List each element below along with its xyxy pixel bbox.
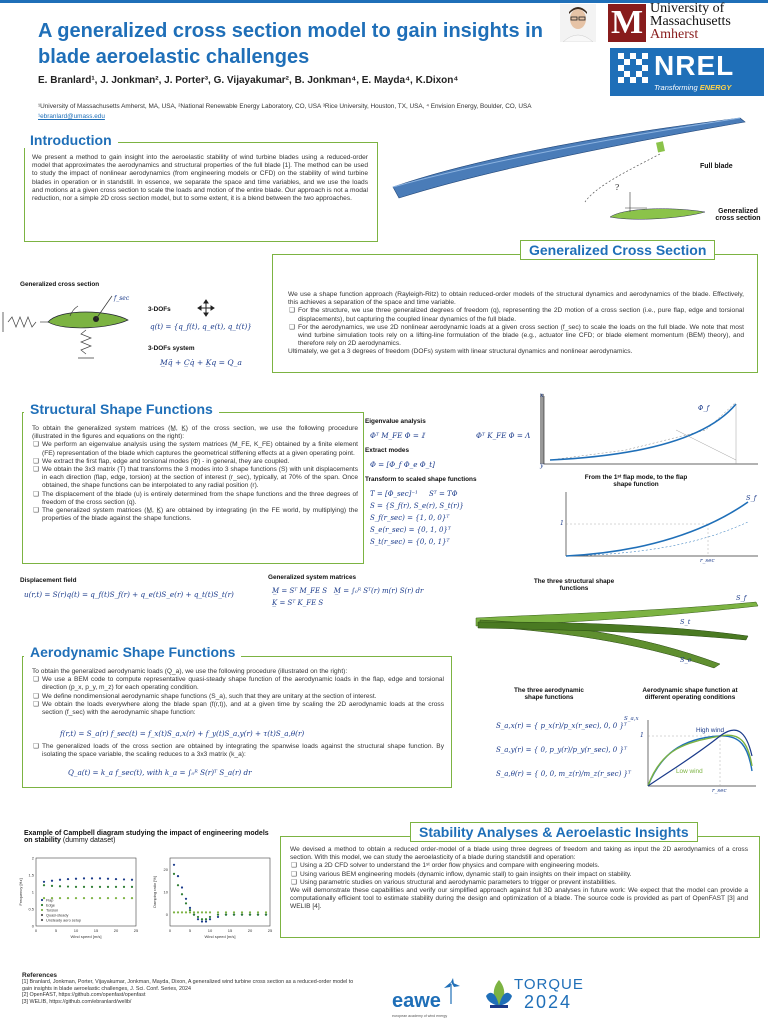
- campbell-point-edge: [181, 893, 183, 895]
- disp-eq: u(r,t) = S(r)q(t) = q_f(t)S_f(r) + q_e(t)S_e(r) + q_t(t)S_t(r): [24, 590, 234, 599]
- shape-e-label: S_e: [680, 656, 692, 664]
- dofs-label: 3-DOFs: [148, 306, 171, 313]
- dofs-system-label: 3-DOFs system: [148, 345, 195, 352]
- ssf-intro: To obtain the generalized system matrices (M̲, K̲) of the cross section, we use the following procedure (illustrated in the figures and equations on the right):: [32, 425, 358, 441]
- references: [22, 972, 362, 1005]
- high-wind-label: High wind: [696, 727, 725, 734]
- campbell-point-torsion: [241, 911, 243, 913]
- campbell-xtick-0: 20: [113, 928, 119, 933]
- stab-p1: We devised a method to obtain a reduced order-model of a blade using three degrees of freedom and taking as input the 2D aerodynamics of a cross section. With this model, we can study the aeroelasticity of a blade during standstill and operation:: [290, 846, 748, 862]
- campbell-xlabel-0: Wind speed [m/s]: [70, 934, 102, 939]
- asf-sax-axis: S_a,x: [624, 716, 639, 722]
- campbell-point-torsion: [75, 897, 77, 899]
- fsec-label: f_sec: [114, 295, 130, 302]
- nrel-name: NREL: [654, 50, 735, 81]
- extract-label: Extract modes: [365, 447, 410, 454]
- fig2-rsec-label: r_sec: [700, 558, 715, 564]
- campbell-point-flap: [201, 920, 203, 922]
- campbell-legend-marker: [41, 899, 43, 901]
- campbell-xtick-0: 25: [133, 928, 139, 933]
- campbell-point-edge: [43, 884, 45, 886]
- campbell-point-edge: [99, 886, 101, 888]
- campbell-point-torsion: [185, 911, 187, 913]
- campbell-point-torsion: [181, 911, 183, 913]
- campbell-point-torsion: [107, 897, 109, 899]
- ref-heading: References: [22, 972, 58, 979]
- campbell-point-flap: [91, 877, 93, 879]
- ref-3[interactable]: [3] WELIB, https://github.com/ebranlard/welib/: [22, 998, 132, 1005]
- campbell-point-edge: [189, 909, 191, 911]
- campbell-point-edge: [173, 873, 175, 875]
- campbell-point-flap: [209, 918, 211, 920]
- t-eq-2: Sᵀ = TΦ: [428, 490, 458, 498]
- gcs-p1: We use a shape function approach (Rayleigh-Ritz) to obtain reduced-order models of the structural dynamics and aerodynamics of the blade. Effectively, this achieves a separation of the space and time variable.: [288, 291, 744, 307]
- campbell-legend-label: Flap: [46, 898, 54, 903]
- gcs-bullet-structure: ❑ For the structure, we use three generalized degrees of freedom (q), representing the 2D motion of a cross section (i.e., pure flap, edge and torsional displacements), but capturing the coupled linear dynamics of the full blade.: [298, 307, 744, 323]
- campbell-xtick-1: 20: [247, 928, 253, 933]
- affiliations: ¹University of Massachusetts Amherst, MA, USA, ²National Renewable Energy Laboratory, CO, USA ³Rice University, Houston, TX, USA, ⁴ Envision Energy, Boulder, CO, USA: [38, 103, 532, 110]
- ssf-text: [32, 425, 358, 523]
- campbell-ylabel-1: Damping ratio [%]: [152, 876, 157, 908]
- campbell-point-flap: [99, 877, 101, 879]
- transform-label: Transform to scaled shape functions: [365, 476, 477, 483]
- stab-heading: Stability Analyses & Aeroelastic Insights: [410, 822, 698, 842]
- asf-bullet-integrate: ❑ The generalized loads of the cross section are obtained by integrating the spanwise loads against the structural shape function. By isolating the space variable, the scaling reduces to a 3x3 matrix (k_a):: [42, 743, 444, 759]
- campbell-ytick-0: 2: [31, 855, 34, 861]
- campbell-legend-marker: [41, 909, 43, 911]
- poster-title: A generalized cross section model to gain insights in blade aeroelastic challenges: [38, 20, 543, 68]
- asf-say: S_a,y(r) = { 0, p_y(r)/p_y(r_sec), 0 }ᵀ: [496, 746, 627, 754]
- campbell-xtick-0: 5: [54, 928, 58, 933]
- t-eq-4: S_f(r_sec) = {1, 0, 0}ᵀ: [370, 514, 450, 522]
- eig-eq-1: Φᵀ M_FE Φ = 𝕀: [370, 431, 425, 440]
- campbell-ytick-0: 1: [31, 889, 34, 895]
- umass-line1: University of: [650, 1, 725, 16]
- campbell-charts: [14, 854, 282, 946]
- torque-logo: [484, 970, 594, 1022]
- campbell-point-torsion: [177, 911, 179, 913]
- campbell-point-edge: [257, 914, 259, 916]
- campbell-xlabel-1: Wind speed [m/s]: [204, 934, 236, 939]
- campbell-point-torsion: [193, 911, 195, 913]
- svg-text:?: ?: [615, 183, 620, 192]
- campbell-point-edge: [115, 886, 117, 888]
- campbell-ytick-0: 1.5: [28, 872, 34, 878]
- campbell-point-torsion: [205, 911, 207, 913]
- intro-text: We present a method to gain insight into the aeroelastic stability of wind turbine blades using a reduced-order model that approximates the aerodynamics and structural properties of the full blade [1]. The method can be used to study the impact of nonlinear aerodynamics (from engineering models or CFD) on the stability of wind turbine blades in operation or in standstill. In essence, we separate the space and time variables, and we use the loads and motions at a given cross section to scale the loads and motion of the entire blade. Our approach is not a modal reduction, nor a simple 2D cross section model, but to some extent, it is a blend between the two approaches.: [32, 154, 368, 203]
- campbell-point-flap: [185, 898, 187, 900]
- three-shape-functions-figure: [470, 594, 766, 674]
- campbell-point-flap: [107, 878, 109, 880]
- extract-eq: Φ = [Φ_f Φ_e Φ_t]: [370, 460, 435, 469]
- stab-bullet-param: ❑ Using parametric studies on various structural and aerodynamic parameters to trigger or prevent instabilities.: [300, 879, 748, 887]
- campbell-point-edge: [209, 916, 211, 918]
- campbell-xtick-1: 0: [168, 928, 172, 933]
- campbell-point-flap: [173, 864, 175, 866]
- campbell-title: Example of Campbell diagram studying the impact of engineering models on stability (dummy dataset): [24, 830, 269, 844]
- campbell-legend-label: Unsteady aero setup: [46, 918, 82, 923]
- campbell-point-torsion: [197, 911, 199, 913]
- full-blade-label: Full blade: [700, 163, 733, 170]
- fig1-x-axis: x: [540, 392, 544, 399]
- eawe-logo: [392, 978, 472, 1022]
- campbell-point-torsion: [265, 911, 267, 913]
- gsm-eq-3: M̲ = ∫₀ᴿ Sᵀ(r) m(r) S(r) dr: [333, 587, 424, 595]
- campbell-point-edge: [59, 885, 61, 887]
- campbell-legend-marker: [41, 919, 43, 921]
- nrel-logo: [610, 48, 764, 96]
- q-vector-equation: q(t) = {q_f(t), q_e(t), q_t(t)}: [150, 322, 252, 331]
- asf-f-eq: f(r,t) = S_a(r) f_sec(t) = f_x(t)S_a,x(r) + f_y(t)S_a,y(r) + τ(t)S_a,θ(r): [60, 729, 305, 738]
- campbell-ytick-0: 0.5: [28, 906, 34, 912]
- campbell-point-edge: [249, 914, 251, 916]
- campbell-ylabel-0: Frequency [Hz]: [18, 878, 23, 906]
- campbell-point-edge: [197, 916, 199, 918]
- campbell-point-torsion: [257, 911, 259, 913]
- email-link[interactable]: ¹ebranlard@umass.edu: [38, 113, 105, 120]
- campbell-xtick-0: 10: [73, 928, 79, 933]
- ssf-bullet-modes: ❑ We extract the first flap, edge and torsional modes (Φ) - in general, they are coupled.: [42, 458, 358, 466]
- asf-intro: To obtain the generalized aerodynamic loads (Q_a), we use the following procedure (illustrated on the right):: [32, 668, 348, 675]
- stab-bullet-bem: ❑ Using various BEM engineering models (dynamic inflow, dynamic stall) to gain insights on their impact on stability.: [300, 871, 748, 879]
- low-wind-label: Low wind: [676, 768, 703, 775]
- campbell-point-edge: [83, 886, 85, 888]
- asf-rsec-label: r_sec: [712, 788, 727, 794]
- campbell-xtick-1: 5: [188, 928, 192, 933]
- gcs-text: [288, 291, 744, 357]
- fig1-y-axis: y: [540, 462, 544, 469]
- ssf-heading: Structural Shape Functions: [24, 401, 219, 417]
- gsm-eqs: [272, 585, 423, 609]
- campbell-point-torsion: [225, 911, 227, 913]
- eig-label: Eigenvalue analysis: [365, 418, 426, 425]
- campbell-ytick-1: 0: [165, 912, 168, 918]
- campbell-point-edge: [241, 914, 243, 916]
- asf-bullet-nondim: ❑ We define nondimensional aerodynamic shape functions (S_a), such that they are unitary at the section of interest.: [42, 693, 444, 701]
- intro-heading: Introduction: [24, 132, 118, 148]
- campbell-point-torsion: [189, 911, 191, 913]
- stab-bullet-cfd: ❑ Using a 2D CFD solver to understand the 1ˢᵗ order flow physics and compare with engineering models.: [300, 862, 748, 870]
- campbell-point-flap: [197, 918, 199, 920]
- gcs-heading: Generalized Cross Section: [520, 240, 715, 260]
- campbell-point-edge: [185, 902, 187, 904]
- flap-mode-figure: [536, 390, 764, 478]
- campbell-point-flap: [83, 877, 85, 879]
- asf-sax: S_a,x(r) = { p_x(r)/p_x(r_sec), 0, 0 }ᵀ: [496, 722, 627, 730]
- campbell-point-torsion: [67, 897, 69, 899]
- campbell-xtick-0: 15: [93, 928, 99, 933]
- campbell-point-flap: [205, 920, 207, 922]
- campbell-point-flap: [181, 886, 183, 888]
- gsm-eq-2: K̲ = Sᵀ K_FE S: [272, 599, 324, 607]
- campbell-point-edge: [177, 884, 179, 886]
- t-eq-5: S_e(r_sec) = {0, 1, 0}ᵀ: [370, 526, 451, 534]
- campbell-point-torsion: [173, 911, 175, 913]
- campbell-point-torsion: [99, 897, 101, 899]
- fig1-caption: From the 1ˢᵗ flap mode, to the flap shape function: [584, 474, 688, 488]
- campbell-point-edge: [67, 885, 69, 887]
- torque-text: TORQUE: [514, 976, 584, 993]
- gcs-bullet-aero: ❑ For the aerodynamics, we use 2D nonlinear aerodynamic loads at a given cross section (f_sec) to scale the loads on the full blade. We note that most wind turbine simulation tools rely on a lifting-line formulation of the blade (e.g., actuator line CFD; or blade element momentum (BEM) theory), and therefore rely on 2D aerodynamics.: [298, 324, 744, 349]
- campbell-point-torsion: [131, 897, 133, 899]
- campbell-point-edge: [201, 918, 203, 920]
- ssf-bullet-transform: ❑ We obtain the 3x3 matrix (T) that transforms the 3 modes into 3 shape functions (S) with unit displacements in each direction (flap, edge, torsion) at the section of interest (r_sec), typically, at 70% of the span. Once obtained, the shape functions can be interpolated to any radial position (r).: [42, 466, 358, 491]
- asf-text: [32, 668, 444, 717]
- gcs-p2: Ultimately, we get a 3 degrees of freedom (DOFs) system with linear structural dynamics and nonlinear aerodynamics.: [288, 348, 633, 356]
- campbell-point-flap: [59, 879, 61, 881]
- phi-f-label: Φ_f: [698, 404, 709, 412]
- asf-bullet-bem: ❑ We use a BEM code to compute representative quasi-steady shape function of the aerodynamic loads in the flap, edge and torsional direction (p_x, p_y, m_z) for each operating condition.: [42, 676, 444, 692]
- campbell-ytick-1: 10: [163, 889, 168, 895]
- umass-line3: Amherst: [650, 27, 699, 42]
- campbell-point-torsion: [83, 897, 85, 899]
- campbell-xtick-1: 25: [267, 928, 273, 933]
- gcs-diagram-label: Generalized cross section: [20, 281, 100, 288]
- campbell-point-edge: [75, 886, 77, 888]
- t-eq-3: S = {S_f(r), S_e(r), S_t(r)}: [370, 502, 464, 510]
- campbell-point-edge: [233, 914, 235, 916]
- t-eq-6: S_t(r_sec) = {0, 0, 1}ᵀ: [370, 538, 450, 546]
- fig-three-shapes-caption: The three structural shape functions: [533, 578, 615, 592]
- campbell-point-torsion: [123, 897, 125, 899]
- system-equation: M̲q̈ + C̲q̇ + K̲q = Q_a: [160, 358, 242, 367]
- campbell-point-flap: [217, 916, 219, 918]
- t-eq-1: T = [Φ_sec]⁻¹: [370, 490, 418, 498]
- asf-one-label: 1: [640, 732, 644, 739]
- gsm-eq-1: M̲ = Sᵀ M_FE S: [272, 587, 328, 595]
- nrel-tagline: Transforming ENERGY: [654, 83, 732, 92]
- campbell-point-flap: [51, 880, 53, 882]
- authors: E. Branlard¹, J. Jonkman², J. Porter³, G. Vijayakumar², B. Jonkman⁴, E. Mayda⁴, K.Dixon⁴: [38, 75, 459, 86]
- campbell-point-torsion: [249, 911, 251, 913]
- asf-sat: S_a,θ(r) = { 0, 0, m_z(r)/m_z(r_sec) }ᵀ: [496, 770, 631, 778]
- campbell-legend-label: Edge: [46, 903, 55, 908]
- campbell-point-torsion: [59, 897, 61, 899]
- torque-year: 2024: [524, 992, 573, 1012]
- ssf-bullet-displacement: ❑ The displacement of the blade (u) is entirely determined from the shape functions and the three degrees of freedom of the cross section (q).: [42, 491, 358, 507]
- fig2-one-label: 1: [560, 520, 564, 527]
- campbell-legend-label: Quasi-steady: [46, 913, 69, 918]
- campbell-legend-label: Torsion: [46, 908, 59, 913]
- asf-heading: Aerodynamic Shape Functions: [24, 644, 241, 660]
- ref-1: [1] Branlard, Jonkman, Porter, Vijayakumar, Jonkman, Mayda, Dixon, A generalized wind turbine cross section as a reduced-order model to gain insights in blade aeroelastic challenges, J. Sci. Conf. Series, 2024: [22, 979, 354, 992]
- ssf-bullet-matrices: ❑ The generalized system matrices (M̲, K̲) are obtained by integrating (in the FE world, by multiplying) the properties of the blade against the shape functions.: [42, 507, 358, 523]
- s-f-label: S_f: [746, 494, 757, 502]
- campbell-point-edge: [265, 914, 267, 916]
- campbell-ytick-0: 0: [31, 923, 34, 929]
- campbell-point-torsion: [43, 897, 45, 899]
- campbell-point-flap: [177, 875, 179, 877]
- eawe-text: eawe: [392, 990, 441, 1012]
- campbell-xtick-0: 0: [34, 928, 38, 933]
- campbell-ytick-1: 20: [163, 866, 168, 872]
- campbell-point-torsion: [91, 897, 93, 899]
- campbell-point-flap: [123, 878, 125, 880]
- dofs-arrows-icon: [196, 298, 216, 318]
- campbell-point-torsion: [233, 911, 235, 913]
- shape-f-label: S_f: [736, 594, 747, 602]
- campbell-point-flap: [43, 881, 45, 883]
- cross-section-label: Generalized cross section: [715, 208, 761, 222]
- campbell-point-edge: [193, 914, 195, 916]
- campbell-point-flap: [115, 878, 117, 880]
- umass-line2: Massachusetts: [650, 14, 731, 29]
- ref-2[interactable]: [2] OpenFAST, https://github.com/openfast/openfast: [22, 992, 146, 999]
- umass-logo: [608, 2, 764, 46]
- author-portrait: [560, 4, 596, 42]
- campbell-point-edge: [51, 885, 53, 887]
- campbell-point-edge: [123, 886, 125, 888]
- campbell-point-torsion: [209, 911, 211, 913]
- umass-m-mark: M: [608, 4, 646, 42]
- campbell-point-edge: [217, 914, 219, 916]
- campbell-legend-marker: [41, 914, 43, 916]
- campbell-point-flap: [67, 878, 69, 880]
- campbell-axes-1: [170, 858, 270, 926]
- stab-text: [290, 846, 748, 912]
- gsm-label: Generalized system matrices: [268, 574, 357, 581]
- campbell-point-edge: [225, 914, 227, 916]
- ssf-bullet-eigen: ❑ We perform an eigenvalue analysis using the system matrices (M_FE, K_FE) obtained by a finite element (FE) representation of the blade which captures the geometrical stiffening effects at a given operating point.: [42, 441, 358, 457]
- asf-three-label: The three aerodynamic shape functions: [514, 687, 584, 701]
- asf-bullet-scaling: ❑ We obtain the loads everywhere along the blade span (f(r,t)), and at a given time by scaling the 2D aerodynamic loads at the cross section (f_sec) with the aerodynamic shape function:: [42, 701, 444, 717]
- campbell-xtick-1: 15: [227, 928, 233, 933]
- campbell-point-edge: [205, 918, 207, 920]
- stab-p2: We will demonstrate these capabilities and verify our simplified approach against full 3D analyses in future work: We expect that the model can provide a computationally efficient tool to estimate stability during the design and optimization of a blade. The source code is provided as part of OpenFAST [3] and WELIB [4].: [290, 887, 748, 911]
- torque-fleur-icon: [484, 978, 514, 1012]
- transform-eqs: [370, 488, 464, 548]
- campbell-point-flap: [189, 907, 191, 909]
- disp-label: Displacement field: [20, 577, 77, 584]
- campbell-point-edge: [91, 886, 93, 888]
- campbell-point-edge: [131, 886, 133, 888]
- asf-shape-eqs: [496, 714, 631, 786]
- campbell-point-flap: [131, 879, 133, 881]
- campbell-point-torsion: [201, 911, 203, 913]
- eawe-turbine-icon: [440, 978, 462, 1004]
- asf-text-2: [32, 743, 444, 759]
- asf-q-eq: Q_a(t) = k_a f_sec(t), with k_a = ∫₀ᴿ S(r)ᵀ S_a(r) dr: [68, 768, 252, 777]
- eawe-subtext: european academy of wind energy: [392, 1014, 448, 1018]
- campbell-legend-marker: [41, 904, 43, 906]
- shape-t-label: S_t: [680, 618, 691, 626]
- campbell-point-torsion: [115, 897, 117, 899]
- campbell-point-edge: [107, 886, 109, 888]
- campbell-xtick-1: 10: [207, 928, 213, 933]
- asf-cond-label: Aerodynamic shape function at different operating conditions: [642, 687, 738, 701]
- campbell-point-torsion: [217, 911, 219, 913]
- eig-eq-2: Φᵀ K_FE Φ = Λ: [476, 431, 531, 440]
- campbell-point-flap: [75, 878, 77, 880]
- flap-shape-figure: [558, 488, 764, 568]
